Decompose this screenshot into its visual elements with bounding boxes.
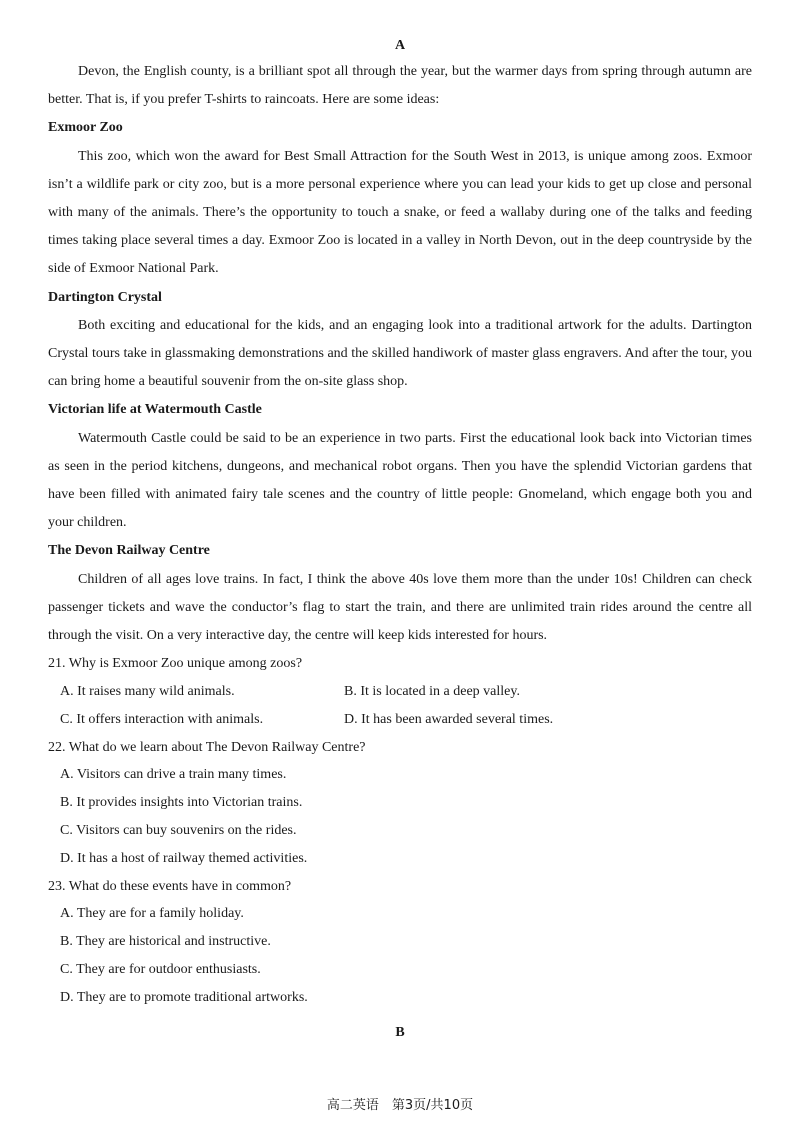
option-list xyxy=(48,761,752,872)
question-stem: 22. What do we learn about The Devon Railway Centre? xyxy=(48,739,366,755)
option-d: D. They are to promote traditional artworks. xyxy=(60,989,308,1005)
option-list xyxy=(48,678,752,734)
question-21 xyxy=(48,650,752,733)
option-c: C. They are for outdoor enthusiasts. xyxy=(60,962,261,978)
option-d: D. It has a host of railway themed activities. xyxy=(60,850,308,866)
heading-watermouth-castle: Victorian life at Watermouth Castle xyxy=(48,402,262,418)
option-a: A. They are for a family holiday. xyxy=(60,906,244,922)
body-exmoor-zoo: This zoo, which won the award for Best Small Attraction for the South West in 2013, is unique among zoos. Exmoor isn’t a wildlife park or city zoo, but is a more personal experience where you can lead your kids to get up close and personal with many of the animals. There’s the opportunity to touch a snake, or feed a wallaby during one of the talks and feeding times taking place several times a day. Exmoor Zoo is located in a valley in North Devon, out in the deep countryside by the side of Exmoor National Park. xyxy=(48,148,752,277)
page-footer: 高二英语 第3页/共10页 xyxy=(326,1098,474,1113)
heading-dartington-crystal: Dartington Crystal xyxy=(48,289,162,305)
option-c: C. It offers interaction with animals. xyxy=(60,711,264,727)
heading-exmoor-zoo: Exmoor Zoo xyxy=(48,120,123,136)
question-stem: 21. Why is Exmoor Zoo unique among zoos? xyxy=(48,656,303,672)
question-stem: 23. What do these events have in common? xyxy=(48,878,292,894)
option-b: B. They are historical and instructive. xyxy=(60,934,271,950)
section-b-label: B xyxy=(395,1024,405,1040)
heading-devon-railway-centre: The Devon Railway Centre xyxy=(48,543,210,559)
option-a: A. It raises many wild animals. xyxy=(60,684,235,700)
section-a-label: A xyxy=(394,38,406,53)
body-watermouth-castle: Watermouth Castle could be said to be an experience in two parts. First the educational look back into Victorian times as seen in the period kitchens, dungeons, and mechanical robot organs. Then you have the splendid Victorian gardens that have been filled with animated fairy tale scenes and the country of little people: Gnomeland, which engage both you and your children. xyxy=(48,430,752,531)
option-b: B. It is located in a deep valley. xyxy=(344,684,520,700)
intro-paragraph: Devon, the English county, is a brilliant spot all through the year, but the warmer days from spring through autumn are better. That is, if you prefer T-shirts to raincoats. Here are some ideas: xyxy=(48,64,752,108)
option-a: A. Visitors can drive a train many times. xyxy=(60,767,287,783)
body-devon-railway-centre: Children of all ages love trains. In fact, I think the above 40s love them more than the under 10s! Children can check passenger tickets and wave the conductor’s flag to start the train, and there are unlimited train rides around the centre all through the visit. On a very interactive day, the centre will keep kids interested for hours. xyxy=(48,571,752,644)
option-c: C. Visitors can buy souvenirs on the rides. xyxy=(60,823,297,839)
option-b: B. It provides insights into Victorian trains. xyxy=(60,795,303,811)
question-22 xyxy=(48,734,752,873)
option-d: D. It has been awarded several times. xyxy=(344,711,554,727)
question-23 xyxy=(48,873,752,1012)
option-list xyxy=(48,900,752,1011)
body-dartington-crystal: Both exciting and educational for the kids, and an engaging look into a traditional artwork for the adults. Dartington Crystal tours take in glassmaking demonstrations and the skilled handiwork of master glass engravers. And after the tour, you can bring home a beautiful souvenir from the on-site glass shop. xyxy=(48,317,752,390)
